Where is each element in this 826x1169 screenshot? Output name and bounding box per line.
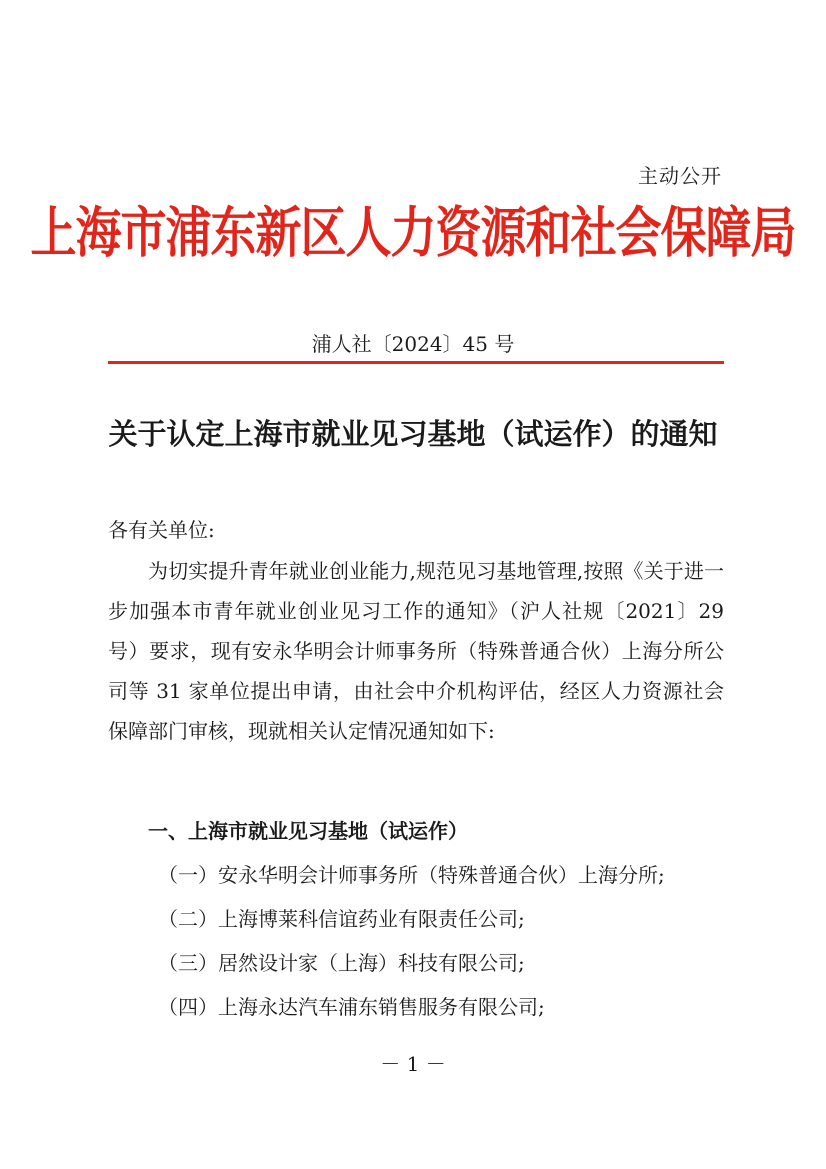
list-item: （三）居然设计家（上海）科技有限公司; [158,951,525,975]
salutation: 各有关单位: [108,518,215,542]
body-paragraph: 为切实提升青年就业创业能力,规范见习基地管理,按照《关于进一步加强本市青年就业创业见习工作的通知》（沪人社规〔2021〕29 号）要求，现有安永华明会计师事务所（特殊普通合伙）上海分所公司等 31 家单位提出申请，由社会中介机构评估，经区人力资源社会保障部门审核，现就相关认定情况通知如下: [108,559,724,743]
list-item: （四）上海永达汽车浦东销售服务有限公司; [158,995,545,1019]
section-heading: 一、上海市就业见习基地（试运作） [148,819,468,843]
page-number: － 1 － [380,1052,446,1076]
list-item: （一）安永华明会计师事务所（特殊普通合伙）上海分所; [158,863,665,887]
base-list [158,853,665,1029]
list-item: （二）上海博莱科信谊药业有限责任公司; [158,907,525,931]
issuer-name: 上海市浦东新区人力资源和社会保障局 [30,200,796,265]
red-divider-rule [108,361,724,364]
document-number: 浦人社〔2024〕45 号 [311,332,515,356]
disclosure-label: 主动公开 [638,164,722,188]
document-title: 关于认定上海市就业见习基地（试运作）的通知 [108,417,718,451]
